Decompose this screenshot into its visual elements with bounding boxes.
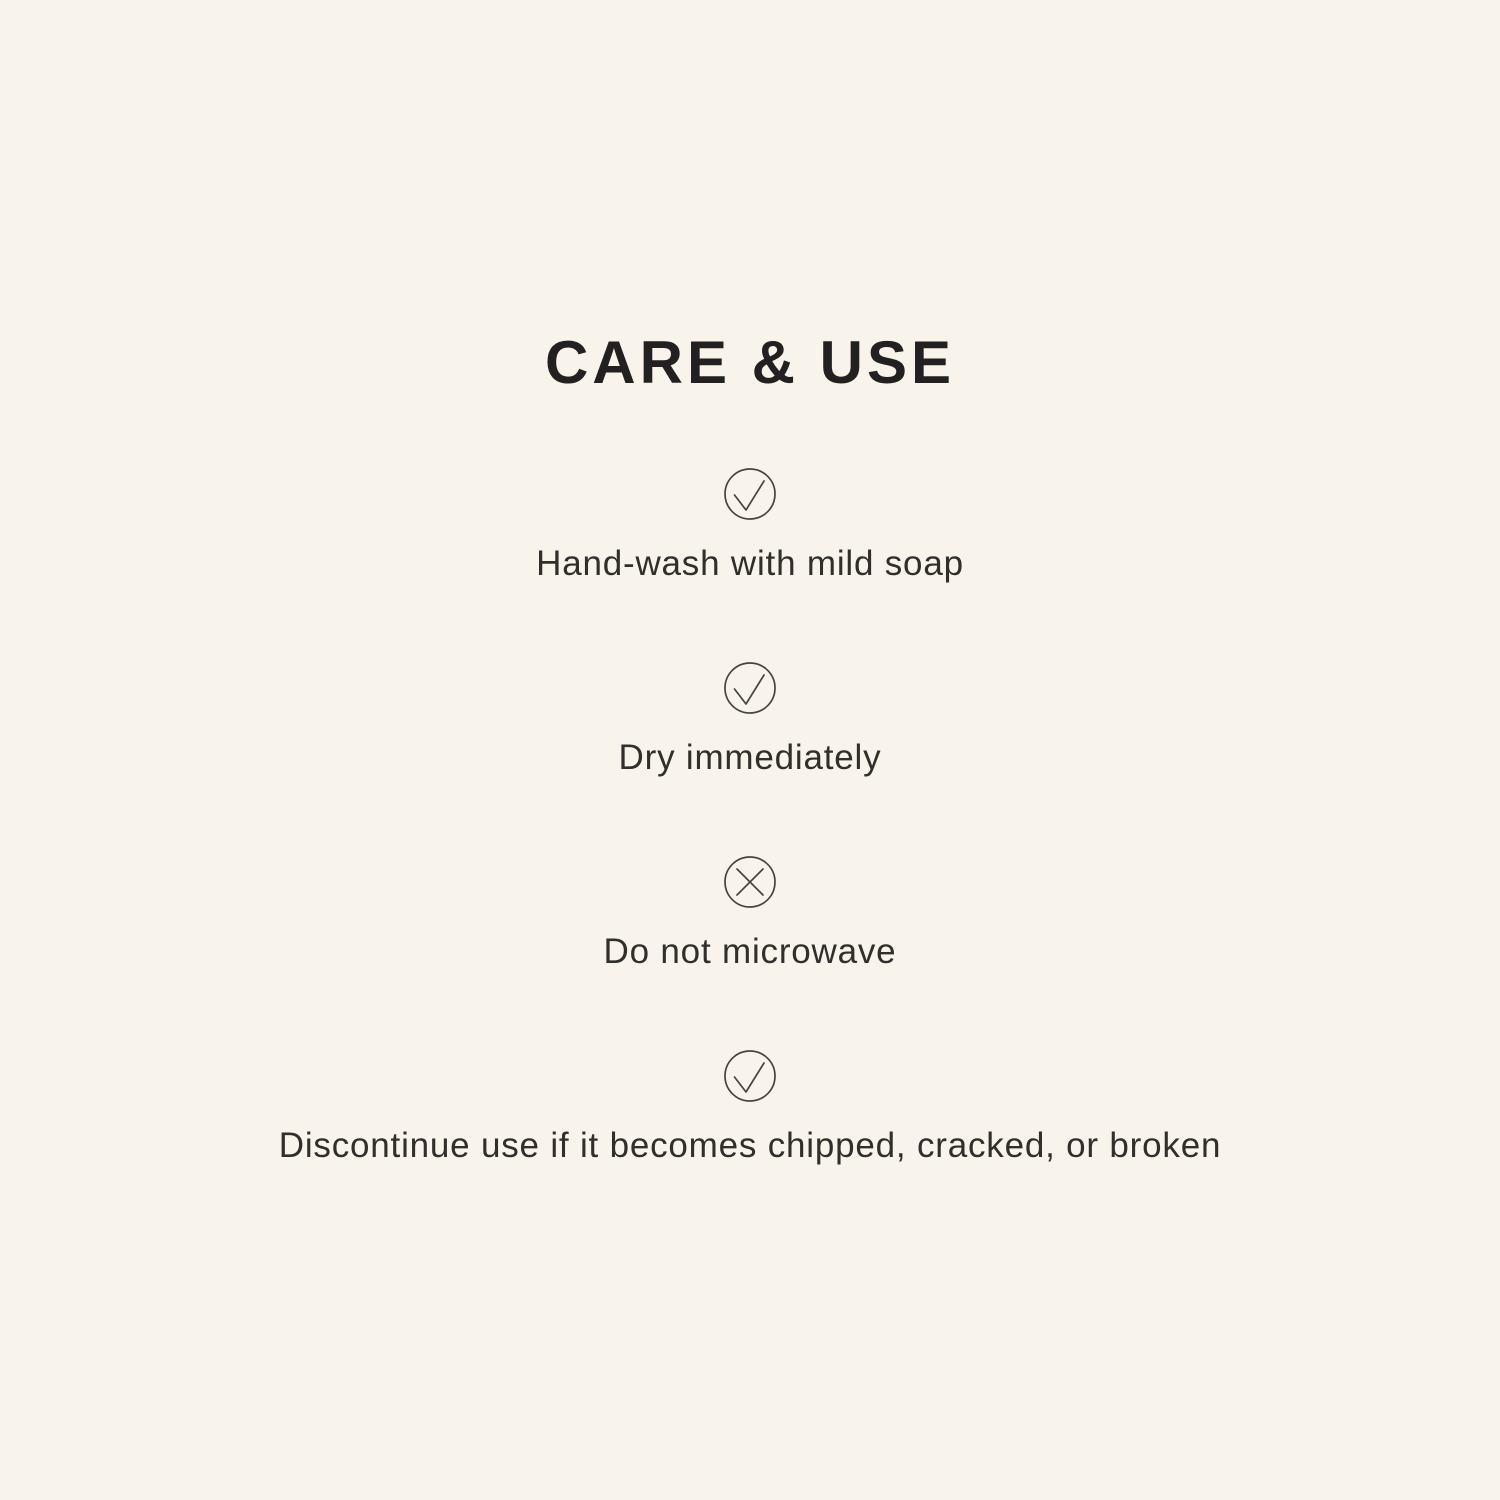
care-item — [279, 976, 1221, 1170]
check-circle-icon — [724, 662, 776, 714]
check-circle-icon — [724, 1050, 776, 1102]
care-item — [604, 782, 897, 976]
care-item-label: Do not microwave — [603, 932, 897, 971]
care-item — [536, 394, 964, 588]
care-item-label: Discontinue use if it becomes chipped, cracked, or broken — [278, 1126, 1222, 1165]
check-circle-icon — [724, 468, 776, 520]
care-item-label: Dry immediately — [618, 738, 882, 777]
care-item — [619, 588, 882, 782]
care-item-label: Hand-wash with mild soap — [536, 544, 964, 583]
x-circle-icon — [724, 856, 776, 908]
page-title: CARE & USE — [544, 329, 956, 396]
